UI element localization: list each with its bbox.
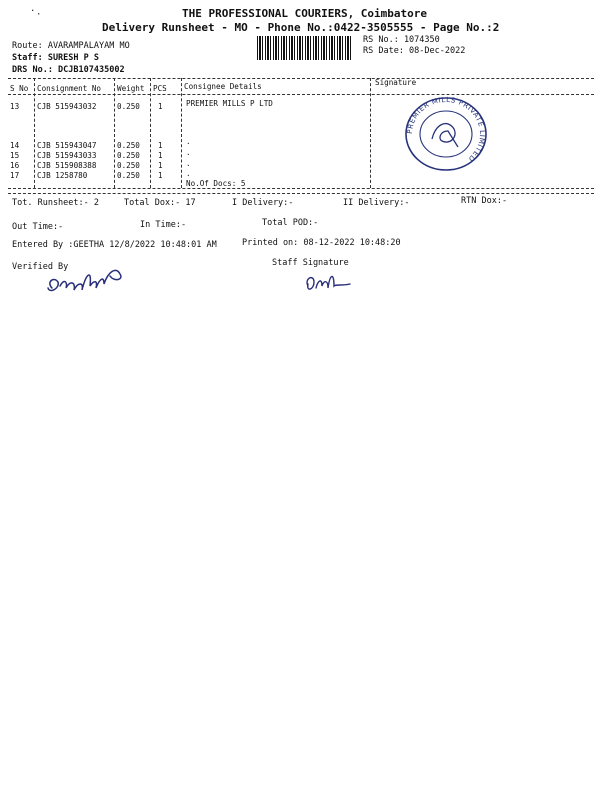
company-stamp — [402, 95, 490, 173]
total-dox: Total Dox:- 17 — [124, 198, 196, 208]
col-divider — [150, 78, 151, 188]
entered-by: Entered By :GEETHA 12/8/2022 10:48:01 AM — [12, 240, 217, 250]
row-consignee: . — [186, 159, 191, 168]
svg-text:PREMIER MILLS PRIVATE LIMITED — [406, 96, 486, 163]
out-time: Out Time:- — [12, 222, 64, 232]
row-consignment: CJB 515908388 — [37, 161, 97, 170]
table-top-rule — [8, 78, 594, 79]
row-pcs: 1 — [158, 171, 163, 180]
row-consignee: PREMIER MILLS P LTD — [186, 99, 273, 108]
staff-signature — [300, 268, 360, 300]
verifier-signature — [44, 252, 134, 300]
verified-by-label: Verified By — [12, 262, 69, 272]
col-header-consignee: Consignee Details — [184, 82, 262, 91]
scan-speck: · — [36, 10, 42, 20]
scan-speck: . — [30, 4, 36, 14]
in-time: In Time:- — [140, 220, 187, 230]
row-consignee: . — [186, 148, 191, 157]
row-weight: 0.250 — [117, 171, 140, 180]
row-sno: 17 — [10, 171, 20, 180]
row-consignee: . — [186, 137, 191, 146]
rtn-dox: RTN Dox:- — [461, 196, 508, 206]
company-title: THE PROFESSIONAL COURIERS, Coimbatore — [182, 7, 428, 20]
drs-number: DRS No.: DCJB107435002 — [12, 65, 125, 75]
printed-on: Printed on: 08-12-2022 10:48:20 — [242, 238, 401, 248]
row-pcs: 1 — [158, 102, 163, 111]
stamp-text: PREMIER MILLS PRIVATE LIMITED — [405, 95, 487, 164]
row-consignment: CJB 515943032 — [37, 102, 97, 111]
row-weight: 0.250 — [117, 151, 140, 160]
staff-signature-label: Staff Signature — [272, 258, 349, 268]
i-delivery: I Delivery:- — [232, 198, 294, 208]
docs-count: No.Of Docs: 5 — [186, 179, 246, 188]
col-header-sno: S No — [10, 84, 29, 93]
row-weight: 0.250 — [117, 161, 140, 170]
col-divider — [181, 78, 182, 188]
table-bottom-rule — [8, 188, 594, 189]
col-header-weight: Weight — [117, 84, 145, 93]
ii-delivery: II Delivery:- — [343, 198, 410, 208]
route-label: Route: AVARAMPALAYAM MO — [12, 41, 130, 51]
row-pcs: 1 — [158, 161, 163, 170]
row-pcs: 1 — [158, 151, 163, 160]
col-header-pcs: PCS — [153, 84, 167, 93]
rs-date: RS Date: 08-Dec-2022 — [363, 46, 466, 56]
total-pod: Total POD:- — [262, 218, 319, 228]
row-sno: 14 — [10, 141, 20, 150]
row-consignment: CJB 515943033 — [37, 151, 97, 160]
staff-label: Staff: SURESH P S — [12, 53, 99, 63]
row-weight: 0.250 — [117, 141, 140, 150]
barcode — [257, 36, 353, 60]
tot-runsheet: Tot. Runsheet:- 2 — [12, 198, 99, 208]
table-header-rule — [8, 94, 594, 95]
stamp-signature-scribble — [432, 124, 458, 147]
row-consignment: CJB 515943047 — [37, 141, 97, 150]
row-sno: 15 — [10, 151, 20, 160]
row-sno: 16 — [10, 161, 20, 170]
row-consignee: . — [186, 169, 191, 178]
col-divider — [370, 78, 371, 188]
col-divider — [114, 78, 115, 188]
row-pcs: 1 — [158, 141, 163, 150]
row-weight: 0.250 — [117, 102, 140, 111]
col-divider — [34, 78, 35, 188]
runsheet-subtitle: Delivery Runsheet - MO - Phone No.:0422-3505555 - Page No.:2 — [102, 21, 500, 34]
col-header-signature: Signature — [375, 78, 417, 87]
rs-number: RS No.: 1074350 — [363, 35, 440, 45]
table-bottom-rule-2 — [8, 193, 594, 194]
row-consignment: CJB 1258780 — [37, 171, 88, 180]
col-header-consignment: Consignment No — [37, 84, 102, 93]
row-sno: 13 — [10, 102, 20, 111]
